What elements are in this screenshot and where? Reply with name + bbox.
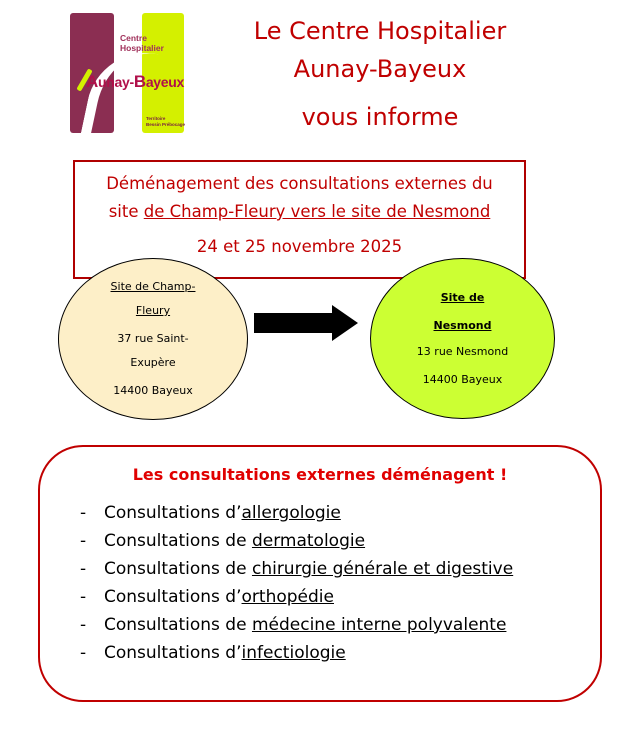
site-from-name-line2: Fleury [135,304,171,317]
site-to-city: 14400 Bayeux [422,372,503,386]
logo-brand-mid: unay- [97,74,134,90]
list-dash: - [80,559,87,579]
list-prefix: Consultations d’ [104,643,242,663]
consultations-list [80,499,513,667]
announcement-route: de Champ-Fleury vers le site de Nesmond [143,202,491,221]
list-prefix: Consultations d’ [104,503,242,523]
specialty-name: dermatologie [251,531,366,551]
announcement-date: 24 et 25 novembre 2025 [196,237,403,256]
list-item [80,527,513,555]
logo-brand-name [86,72,184,92]
title-line2: Aunay-Bayeux [293,55,467,83]
announcement-line2-prefix: site [108,202,144,221]
site-to-nesmond [370,258,555,419]
logo-brand-end: ayeux [145,74,185,90]
site-from-city: 14400 Bayeux [113,384,193,397]
announcement-text [75,170,524,261]
list-item [80,555,513,583]
title-line1: Le Centre Hospitalier [253,17,507,45]
specialty-name: médecine interne polyvalente [251,615,507,635]
announcement-line1: Déménagement des consultations externes du [106,174,493,193]
specialty-name: chirurgie générale et digestive [251,559,514,579]
logo-line2: Hospitalier [120,43,164,53]
logo-territory-line1: Territoire [146,116,166,121]
list-dash: - [80,531,87,551]
logo-territory-line2: Bessin Prébocage [146,122,186,127]
specialty-name: orthopédie [241,587,334,607]
site-to-address: 13 rue Nesmond [416,344,509,358]
list-prefix: Consultations de [104,559,252,579]
list-dash: - [80,503,87,523]
list-item [80,499,513,527]
consultations-box [38,445,602,702]
logo-territory [146,116,185,128]
logo-subtitle [120,33,164,53]
list-prefix: Consultations de [104,531,252,551]
logo-line1: Centre [120,33,147,43]
site-to-name-line1: Site de [440,290,485,304]
list-item [80,583,513,611]
logo-brand-b: B [133,72,146,91]
specialty-name: infectiologie [241,643,346,663]
page-title [225,12,535,136]
site-from-name-line1: Site de Champ- [110,280,196,293]
list-dash: - [80,643,87,663]
consultations-title: Les consultations externes déménagent ! [132,465,508,484]
list-item [80,639,513,667]
list-dash: - [80,615,87,635]
specialty-name: allergologie [241,503,341,523]
announcement-line2 [75,198,524,226]
hospital-logo [66,8,226,138]
site-from-address-line2: Exupère [130,356,176,369]
list-prefix: Consultations d’ [104,587,242,607]
logo-brand-a: A [86,72,98,91]
list-item [80,611,513,639]
right-arrow-icon [254,305,358,341]
site-from-address-line1: 37 rue Saint- [117,332,189,345]
list-dash: - [80,587,87,607]
site-from-champ-fleury [58,258,248,420]
title-line3: vous informe [301,103,459,131]
site-to-name-line2: Nesmond [433,318,492,332]
list-prefix: Consultations de [104,615,252,635]
